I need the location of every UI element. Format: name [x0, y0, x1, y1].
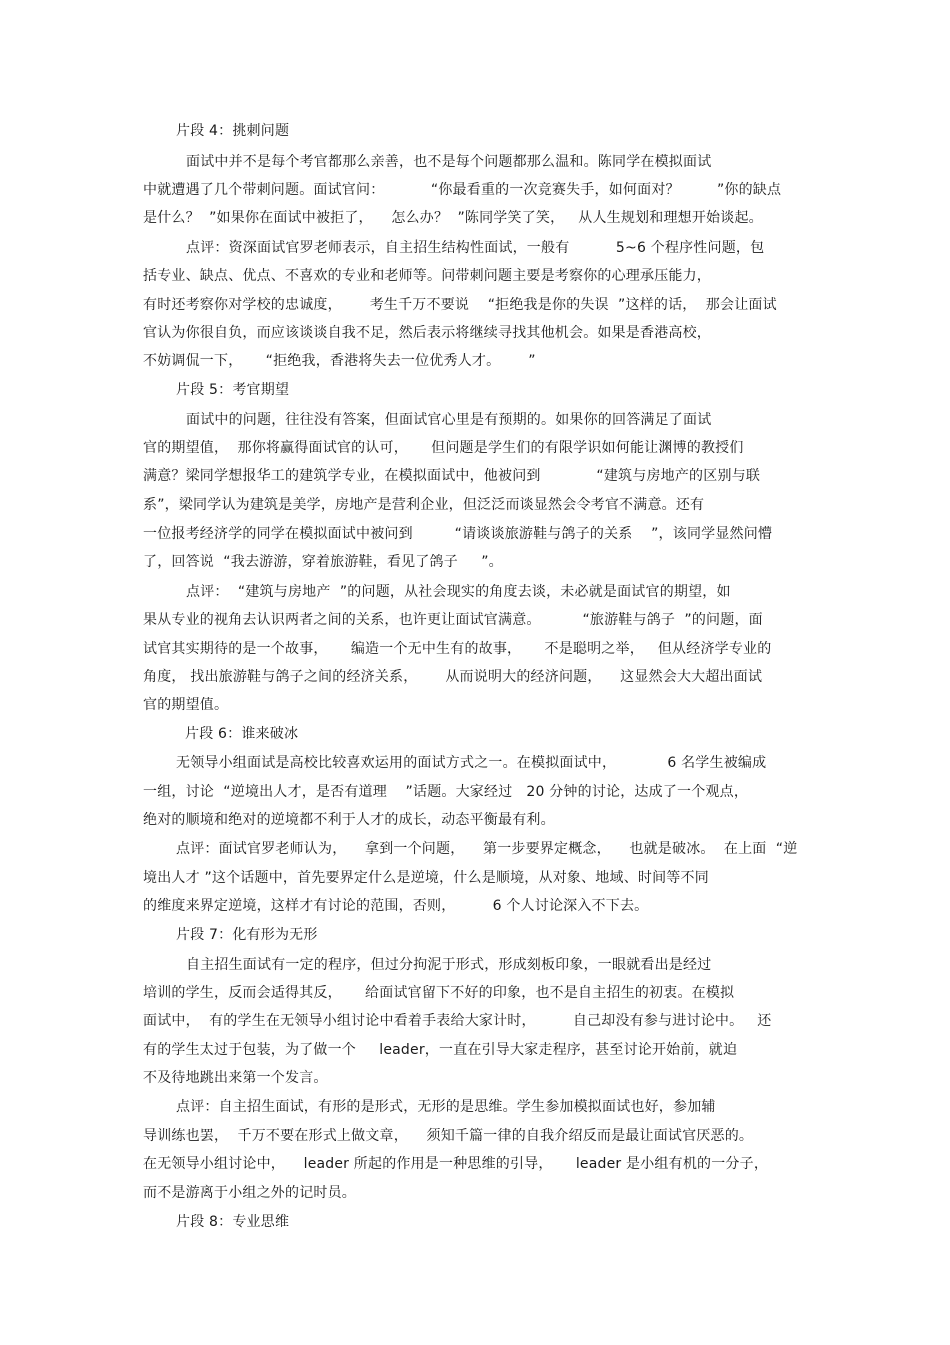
section-heading-4: 片段 4：挑刺问题 [176, 123, 290, 139]
comment-line: 括专业、缺点、优点、不喜欢的专业和老师等。问带刺问题主要是考察你的心理承压能力， [143, 268, 711, 284]
paragraph-line: 有的学生太过于包装，为了做一个 leader，一直在引导大家走程序，甚至讨论开始前，就迫 [143, 1042, 738, 1058]
paragraph-line: 中就遭遇了几个带刺问题。面试官问： “你最看重的一次竞赛失手，如何面对？ ”你的缺点 [143, 182, 782, 198]
comment-line: 点评：资深面试官罗老师表示，自主招生结构性面试，一般有 5~6 个程序性问题，包 [186, 240, 765, 256]
comment-line: 而不是游离于小组之外的记时员。 [143, 1185, 356, 1201]
paragraph-line: 是什么？ ”如果你在面试中被拒了， 怎么办？ ”陈同学笑了笑， 从人生规划和理想开始谈起。 [143, 210, 763, 226]
paragraph-line: 绝对的顺境和绝对的逆境都不利于人才的成长，动态平衡最有利。 [143, 812, 555, 828]
comment-line: 导训练也罢， 千万不要在形式上做文章， 须知千篇一律的自我介绍反而是最让面试官厌恶的。 [143, 1128, 754, 1144]
paragraph-line: 不及待地跳出来第一个发言。 [143, 1070, 328, 1086]
comment-line: 点评：自主招生面试，有形的是形式，无形的是思维。学生参加模拟面试也好，参加辅 [176, 1099, 716, 1115]
comment-line: 点评：面试官罗老师认为， 拿到一个问题， 第一步要界定概念， 也就是破冰。 在上面 “逆 [176, 841, 798, 857]
paragraph-line: 一组，讨论 “逆境出人才，是否有道理 ”话题。大家经过 20 分钟的讨论，达成了一个观点， [143, 784, 749, 800]
comment-line: 点评： “建筑与房地产 ”的问题，从社会现实的角度去谈，未必就是面试官的期望，如 [186, 584, 731, 600]
paragraph-line: 面试中并不是每个考官都那么亲善，也不是每个问题都那么温和。陈同学在模拟面试 [186, 154, 712, 170]
comment-line: 官的期望值。 [143, 697, 229, 713]
comment-line: 有时还考察你对学校的忠诚度， 考生千万不要说 “拒绝我是你的失误 ”这样的话， 那会让面试 [143, 297, 777, 313]
comment-line: 的维度来界定逆境，这样才有讨论的范围，否则， 6 个人讨论深入不下去。 [143, 898, 649, 914]
section-heading-5: 片段 5：考官期望 [176, 382, 290, 398]
section-heading-6: 片段 6：谁来破冰 [185, 726, 299, 742]
section-heading-7: 片段 7：化有形为无形 [176, 927, 318, 943]
comment-line: 在无领导小组讨论中， leader 所起的作用是一种思维的引导， leader 是小组有机的一分子， [143, 1156, 769, 1172]
paragraph-line: 面试中， 有的学生在无领导小组讨论中看着手表给大家计时， 自己却没有参与进讨论中。 还 [143, 1013, 772, 1029]
comment-line: 不妨调侃一下， “拒绝我，香港将失去一位优秀人才。 ” [143, 353, 536, 369]
comment-line: 官认为你很自负，而应该谈谈自我不足，然后表示将继续寻找其他机会。如果是香港高校， [143, 325, 711, 341]
paragraph-line: 面试中的问题，往往没有答案，但面试官心里是有预期的。如果你的回答满足了面试 [186, 412, 712, 428]
comment-line: 果从专业的视角去认识两者之间的关系，也许更让面试官满意。 “旅游鞋与鸽子 ”的问题，面 [143, 612, 763, 628]
paragraph-line: 满意？梁同学想报华工的建筑学专业，在模拟面试中，他被问到 “建筑与房地产的区别与联 [143, 468, 761, 484]
comment-line: 试官其实期待的是一个故事， 编造一个无中生有的故事， 不是聪明之举， 但从经济学专业的 [143, 641, 772, 657]
paragraph-line: 系”，梁同学认为建筑是美学，房地产是营利企业，但泛泛而谈显然会令考官不满意。还有 [143, 497, 705, 513]
paragraph-line: 培训的学生，反而会适得其反， 给面试官留下不好的印象，也不是自主招生的初衷。在模拟 [143, 985, 735, 1001]
comment-line: 角度， 找出旅游鞋与鸽子之间的经济关系， 从而说明大的经济问题， 这显然会大大超出面试 [143, 669, 763, 685]
paragraph-line: 自主招生面试有一定的程序，但过分拘泥于形式，形成刻板印象，一眼就看出是经过 [186, 957, 712, 973]
paragraph-line: 一位报考经济学的同学在模拟面试中被问到 “请谈谈旅游鞋与鸽子的关系 ”，该同学显然问懵 [143, 526, 773, 542]
paragraph-line: 无领导小组面试是高校比较喜欢运用的面试方式之一。在模拟面试中， 6 名学生被编成 [176, 755, 767, 771]
paragraph-line: 了，回答说 “我去游游，穿着旅游鞋，看见了鸽子 ”。 [143, 554, 503, 570]
section-heading-8: 片段 8：专业思维 [176, 1214, 290, 1230]
paragraph-line: 官的期望值， 那你将赢得面试官的认可， 但问题是学生们的有限学识如何能让渊博的教授们 [143, 440, 744, 456]
comment-line: 境出人才 ”这个话题中，首先要界定什么是逆境，什么是顺境，从对象、地域、时间等不同 [143, 870, 709, 886]
